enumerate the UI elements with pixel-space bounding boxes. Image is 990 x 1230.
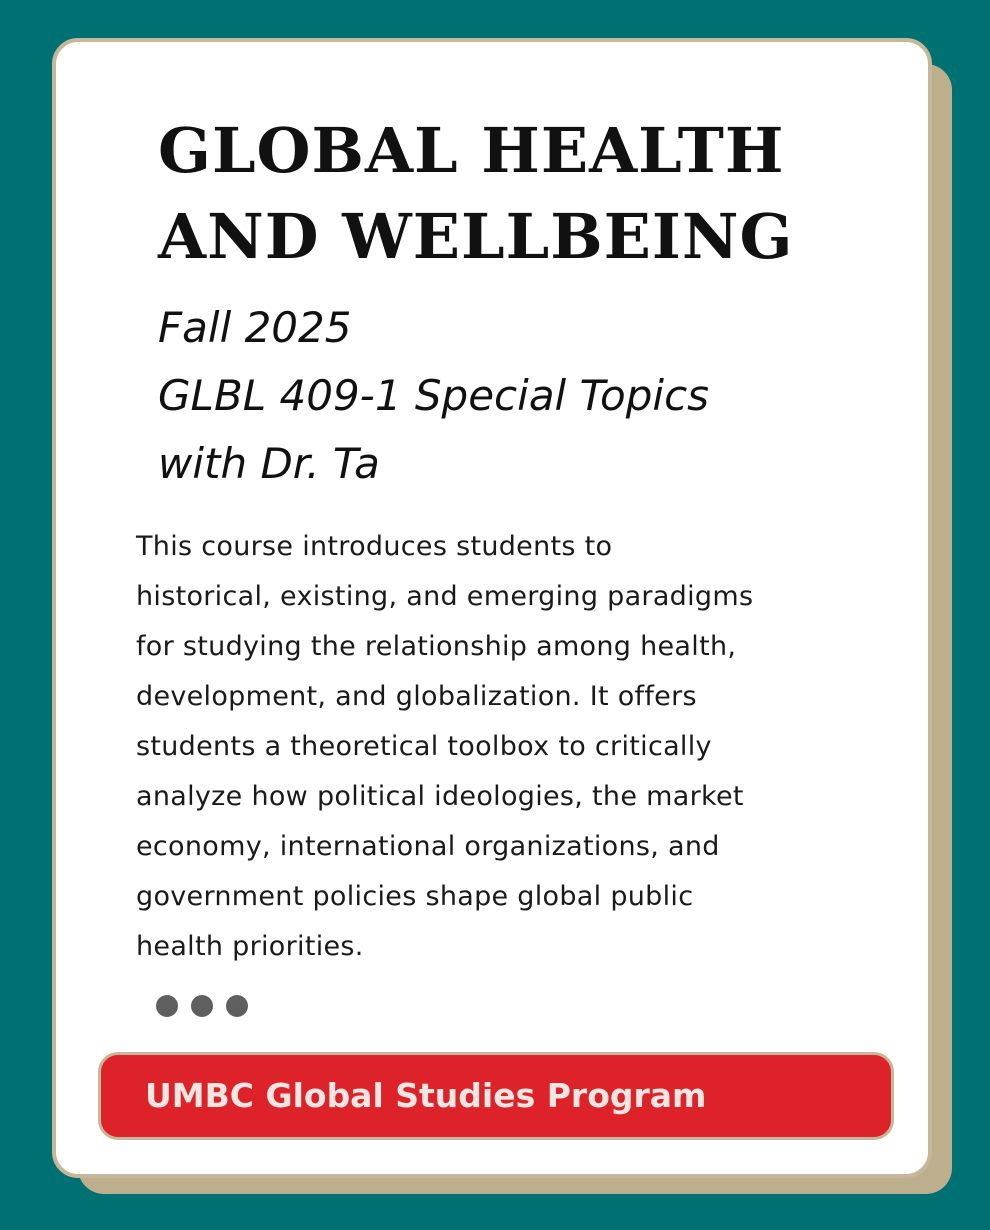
course-title xyxy=(158,108,793,280)
description-line: government policies shape global public xyxy=(136,881,694,912)
course-title-line-2: AND WELLBEING xyxy=(158,200,794,273)
description-line: analyze how political ideologies, the market xyxy=(136,781,744,812)
ellipsis-dot xyxy=(156,995,178,1017)
description-line: development, and globalization. It offers xyxy=(136,681,697,712)
description-line: historical, existing, and emerging paradigms xyxy=(136,581,754,612)
ellipsis-dot xyxy=(191,995,213,1017)
course-code: GLBL 409-1 Special Topics xyxy=(158,371,710,420)
ellipsis-dot xyxy=(226,995,248,1017)
description-line: This course introduces students to xyxy=(136,531,613,562)
course-card xyxy=(52,38,932,1178)
course-instructor: with Dr. Ta xyxy=(158,439,380,488)
description-line: health priorities. xyxy=(136,931,364,962)
course-description xyxy=(136,522,856,972)
program-button[interactable]: UMBC Global Studies Program xyxy=(98,1052,894,1140)
description-line: students a theoretical toolbox to critically xyxy=(136,731,712,762)
description-line: for studying the relationship among health, xyxy=(136,631,737,662)
ellipsis-icon[interactable] xyxy=(156,995,248,1017)
course-subtitle xyxy=(158,294,709,498)
course-term: Fall 2025 xyxy=(158,303,352,352)
course-title-line-1: GLOBAL HEALTH xyxy=(158,114,785,187)
description-line: economy, international organizations, and xyxy=(136,831,720,862)
